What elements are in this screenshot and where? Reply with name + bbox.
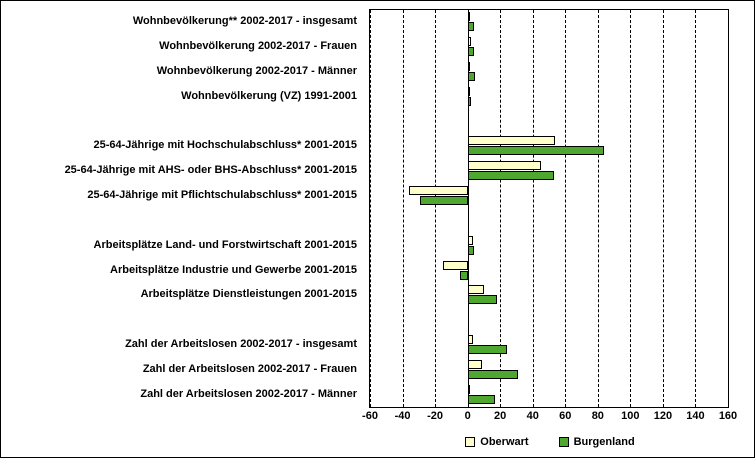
x-tick-label: 60 [559, 410, 572, 422]
legend-label: Oberwart [480, 436, 529, 448]
bar-oberwart [468, 236, 473, 245]
legend-swatch-icon [465, 437, 475, 447]
x-tick-label: 140 [686, 410, 705, 422]
x-tick-label: -40 [394, 410, 411, 422]
category-label: Zahl der Arbeitslosen 2002-2017 - Frauen [142, 362, 357, 375]
x-tick-label: 20 [494, 410, 507, 422]
category-label: Wohnbevölkerung 2002-2017 - Frauen [159, 40, 357, 53]
bar-oberwart [468, 12, 470, 21]
bar-oberwart [468, 37, 471, 46]
bar-burgenland [420, 196, 467, 205]
legend-item-burgenland[interactable] [559, 436, 635, 448]
category-label: Zahl der Arbeitslosen 2002-2017 - Männer [140, 387, 357, 400]
bar-oberwart [468, 161, 541, 170]
category-axis-labels [1, 9, 363, 408]
category-label: 25-64-Jährige mit AHS- oder BHS-Abschluss* 2001-2015 [64, 164, 357, 177]
bar-burgenland [468, 97, 471, 106]
bar-burgenland [468, 345, 507, 354]
legend-swatch-icon [559, 437, 569, 447]
category-label: Arbeitsplätze Dienstleistungen 2001-2015 [140, 288, 357, 301]
bar-oberwart [468, 360, 483, 369]
bar-oberwart [468, 335, 473, 344]
bar-burgenland [460, 271, 468, 280]
x-tick-label: 80 [591, 410, 604, 422]
x-tick-label: 0 [464, 410, 471, 422]
bar-oberwart [409, 186, 468, 195]
bar-burgenland [468, 246, 475, 255]
bar-burgenland [468, 171, 554, 180]
bar-oberwart [468, 136, 556, 145]
bar-oberwart [468, 285, 484, 294]
legend-item-oberwart[interactable] [465, 436, 528, 448]
bar-oberwart [468, 87, 470, 96]
bar-oberwart [443, 261, 467, 270]
x-axis-ticks [362, 410, 738, 426]
legend-label: Burgenland [573, 436, 635, 448]
category-label: Wohnbevölkerung** 2002-2017 - insgesamt [132, 15, 357, 28]
gridline-160 [728, 10, 729, 407]
bar-burgenland [468, 47, 475, 56]
bar-burgenland [468, 72, 475, 81]
x-tick-label: 100 [621, 410, 640, 422]
x-tick-label: 120 [653, 410, 673, 422]
bar-burgenland [468, 370, 518, 379]
x-tick-label: 160 [718, 410, 738, 422]
bar-burgenland [468, 22, 475, 31]
x-tick-label: -20 [427, 410, 444, 422]
x-tick-label: 40 [526, 410, 539, 422]
category-label: Arbeitsplätze Land- und Forstwirtschaft 2001-2015 [93, 238, 357, 251]
chart-legend [369, 433, 731, 451]
category-label: Arbeitsplätze Industrie und Gewerbe 2001-2015 [110, 263, 357, 276]
bar-burgenland [468, 295, 497, 304]
category-label: 25-64-Jährige mit Hochschulabschluss* 2001-2015 [93, 139, 357, 152]
bar-oberwart [468, 62, 470, 71]
category-label: Wohnbevölkerung 2002-2017 - Männer [156, 65, 357, 78]
bar-oberwart [468, 385, 470, 394]
plot-area [369, 9, 729, 408]
bar-rows [370, 10, 728, 407]
category-label: Zahl der Arbeitslosen 2002-2017 - insgesamt [125, 337, 357, 350]
x-tick-label: -60 [362, 410, 378, 422]
category-label: 25-64-Jährige mit Pflichtschulabschluss* 2001-2015 [87, 189, 357, 202]
bar-burgenland [468, 395, 496, 404]
bar-burgenland [468, 146, 605, 155]
category-label: Wohnbevölkerung (VZ) 1991-2001 [181, 89, 357, 102]
